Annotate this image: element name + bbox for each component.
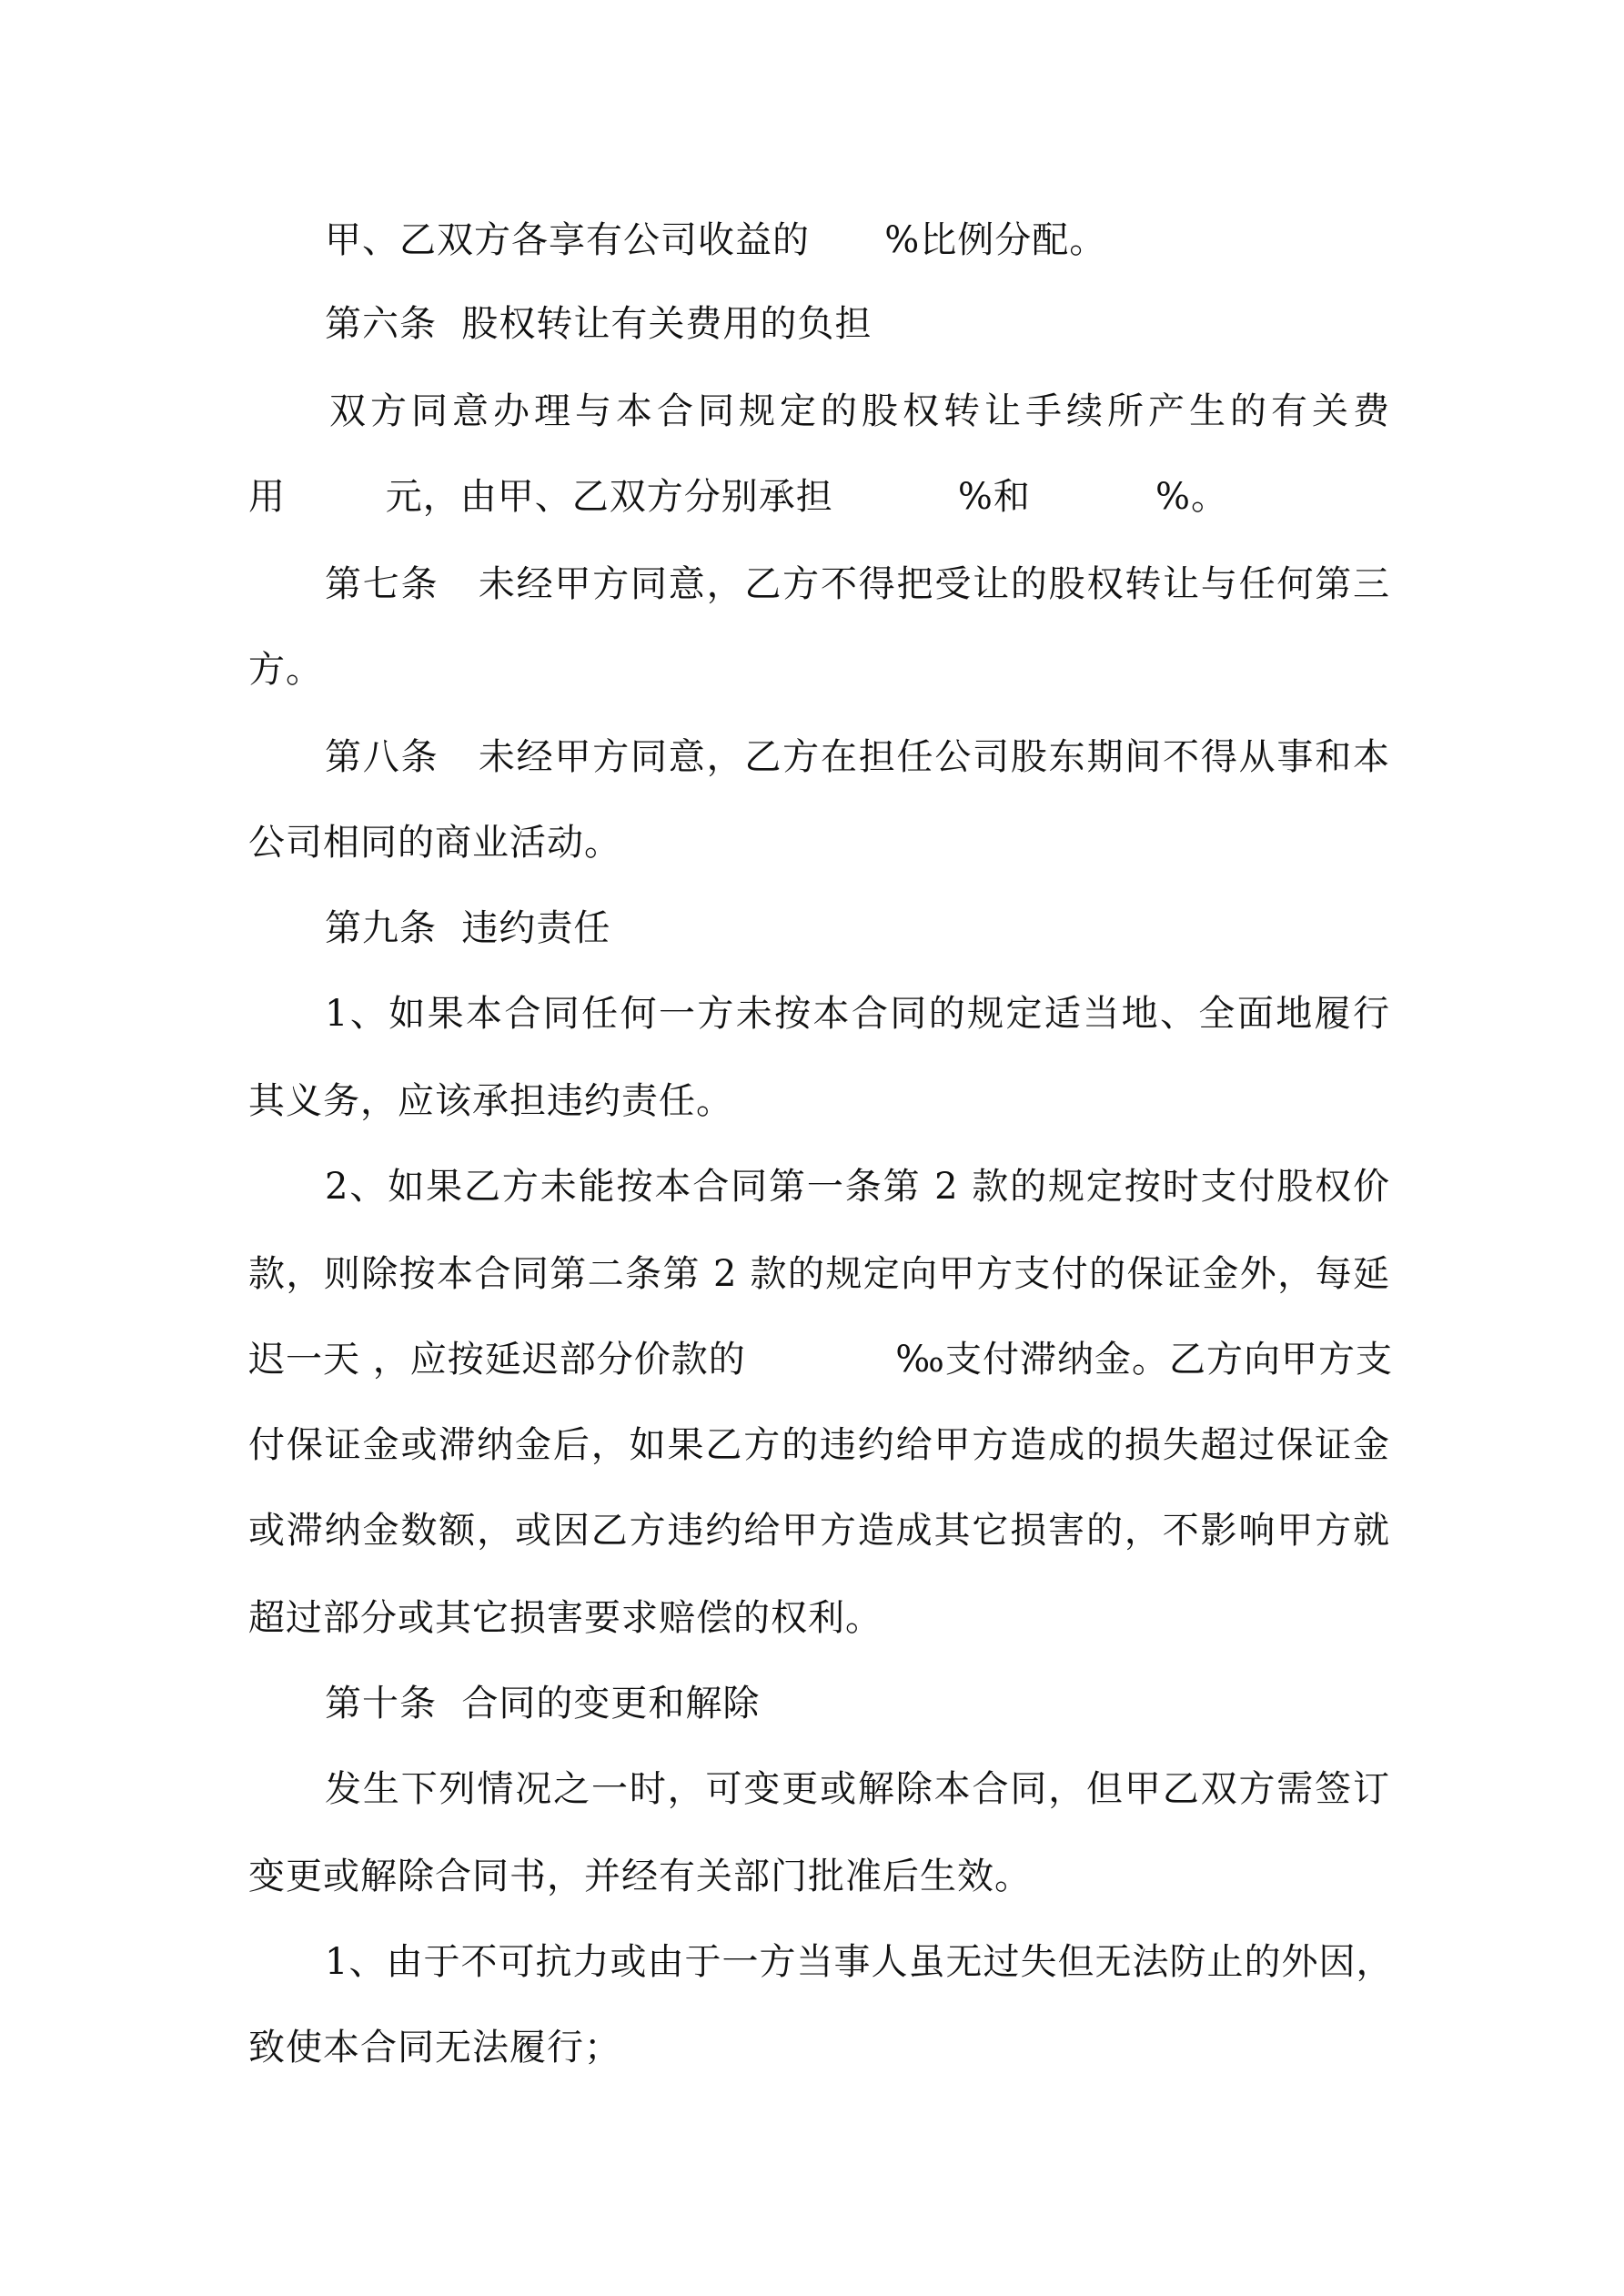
paragraph-line: 方。 bbox=[248, 649, 323, 691]
article-heading: 第九条 违约责任 bbox=[325, 907, 611, 949]
paragraph-line: 2、如果乙方未能按本合同第一条第 2 款的规定按时支付股权价 bbox=[325, 1166, 1390, 1208]
article-heading: 第十条 合同的变更和解除 bbox=[325, 1683, 761, 1725]
paragraph-line: 1、由于不可抗力或由于一方当事人虽无过失但无法防止的外因， bbox=[325, 1941, 1394, 1983]
paragraph-line: 或滞纳金数额，或因乙方违约给甲方造成其它损害的，不影响甲方就 bbox=[248, 1510, 1390, 1552]
paragraph-line: 迟一天 ，应按延迟部分价款的 ‰支付滞纳金。乙方向甲方支 bbox=[248, 1339, 1393, 1381]
paragraph-line: 双方同意办理与本合同规定的股权转让手续所产生的有关费 bbox=[329, 390, 1390, 432]
paragraph-line: 公司相同的商业活动。 bbox=[248, 822, 621, 864]
paragraph-line: 第八条 未经甲方同意，乙方在担任公司股东期间不得从事和本 bbox=[325, 736, 1390, 778]
paragraph-line: 致使本合同无法履行； bbox=[248, 2027, 621, 2068]
paragraph-line: 变更或解除合同书，并经有关部门批准后生效。 bbox=[248, 1856, 1032, 1897]
paragraph-line: 超过部分或其它损害要求赔偿的权利。 bbox=[248, 1597, 883, 1639]
paragraph-line: 第七条 未经甲方同意，乙方不得把受让的股权转让与任何第三 bbox=[325, 563, 1390, 605]
paragraph-line: 款，则除按本合同第二条第 2 款的规定向甲方支付的保证金外，每延 bbox=[248, 1253, 1390, 1295]
article-heading: 第六条 股权转让有关费用的负担 bbox=[325, 303, 873, 345]
paragraph-line: 1、如果本合同任何一方未按本合同的规定适当地、全面地履行 bbox=[325, 993, 1390, 1035]
paragraph-line: 发生下列情况之一时，可变更或解除本合同，但甲乙双方需签订 bbox=[325, 1768, 1390, 1810]
paragraph-line: 甲、乙双方各享有公司收益的 %比例分配。 bbox=[325, 219, 1107, 261]
paragraph-line: 用 元，由甲、乙双方分别承担 %和 %。 bbox=[248, 476, 1229, 518]
paragraph-line: 付保证金或滞纳金后，如果乙方的违约给甲方造成的损失超过保证金 bbox=[248, 1424, 1390, 1466]
paragraph-line: 其义务，应该承担违约责任。 bbox=[248, 1080, 733, 1122]
